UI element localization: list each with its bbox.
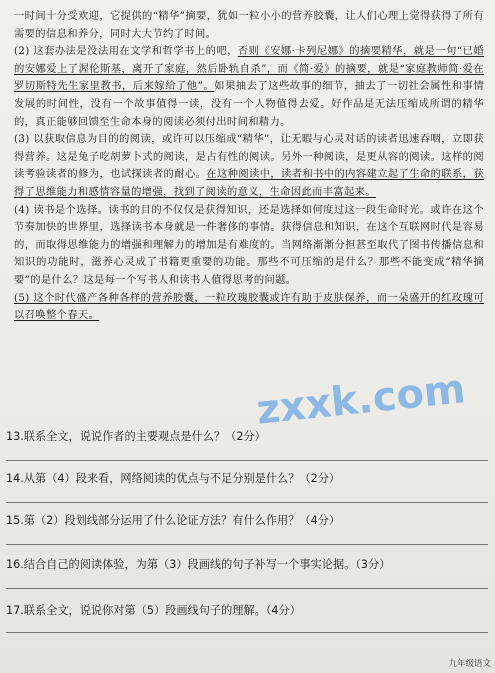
question-15: 15.第（2）段划线部分运用了什么论证方法？有什么作用？（4分） <box>6 514 341 527</box>
paragraph-2 <box>14 43 484 131</box>
answer-line-17a[interactable] <box>6 632 488 633</box>
question-13: 13.联系全文，说说作者的主要观点是什么？（2分） <box>6 430 266 443</box>
paragraph-3-lead: (3) 以获取信息为目的的阅读，或许可以压缩成“精华”，让无暇与心灵对话的读者迅速吞咽，立即获得营养。这是兔子吃胡萝卜式的阅读，是占有性的阅读。另外一种阅读，是更从容的阅读。这样的阅读考验读者的修为，也试探读者的耐心。 <box>14 133 484 181</box>
answer-line-15a[interactable] <box>6 544 488 545</box>
answer-line-14a[interactable] <box>6 502 488 503</box>
paragraph-3 <box>14 131 484 201</box>
paragraph-5: (5) 这个时代盛产各种各样的营养胶囊，一粒玫瑰胶囊或许有助于皮肤保养，而一朵盛开的红玫瑰可以召唤整个春天。 <box>14 291 484 322</box>
paragraph-4: (4) 读书是个选择。读书的目的不仅仅是获得知识，还是选择如何度过这一段生命时光。或许在这个节奏加快的世界里，选择读书本身就是一件奢侈的事情。获得信息和知识，在这个互联网时代是容易的，而取得思维能力的增强和理解力的增加是有难度的。当网络渐渐分担甚至取代了图书传播信息和知识的功能时，滋养心灵成了书籍更重要的功能。那些不可压缩的是什么？那些不能变成“精华摘要”的是什么？这是每一个写书人和读书人值得思考的问题。 <box>14 203 484 286</box>
answer-line-16a[interactable] <box>6 588 488 589</box>
question-17: 17.联系全文，说说你对第（5）段画线句子的理解。（4分） <box>6 604 301 617</box>
question-14: 14.从第（4）段来看，网络阅读的优点与不足分别是什么？（2分） <box>6 472 341 485</box>
paragraph-2-rest: 如果抽去了这些故事的细节，抽去了一切社会属性和事情发展的时间性，没有一个故事值得一读，没有一个人物值得去爱。好作品是无法压缩成所谓的精华的，真正能够回馈至生命本身的阅读必须付出时间和精力。 <box>14 80 485 128</box>
svg-text:zxxk.com: zxxk.com <box>254 366 468 434</box>
paragraph-2-underlined: 否则《安娜·卡列尼娜》的摘要精华，就是一句“已婚的安娜爱上了渥伦斯基，离开了家庭，然后卧轨自杀”，而《简·爱》的摘要，就是“家庭教师简·爱在罗切斯特先生家里教书，后来嫁给了他”。 <box>14 45 484 93</box>
paragraph-2-lead: (2) 这套办法是没法用在文学和哲学书上的吧， <box>14 45 238 58</box>
answer-line-13[interactable] <box>6 460 488 461</box>
reading-passage <box>14 8 484 325</box>
question-16: 16.结合自己的阅读体验，为第（3）段画线的句子补写一个事实论据。（3分） <box>6 558 391 571</box>
paragraph-3-underlined: 在这种阅读中，读者和书中的内容建立起了生命的联系，获得了思维能力和感情容量的增强，找到了阅读的意义，生命因此而丰富起来。 <box>14 168 484 198</box>
paragraph-1-continued: 一时间十分受欢迎，它提供的“精华”摘要，犹如一粒小小的营养胶囊，让人们心理上觉得获得了所有需要的信息和养分，同时大大节约了时间。 <box>14 10 484 40</box>
page-footer: 九年级语文 <box>448 659 491 669</box>
